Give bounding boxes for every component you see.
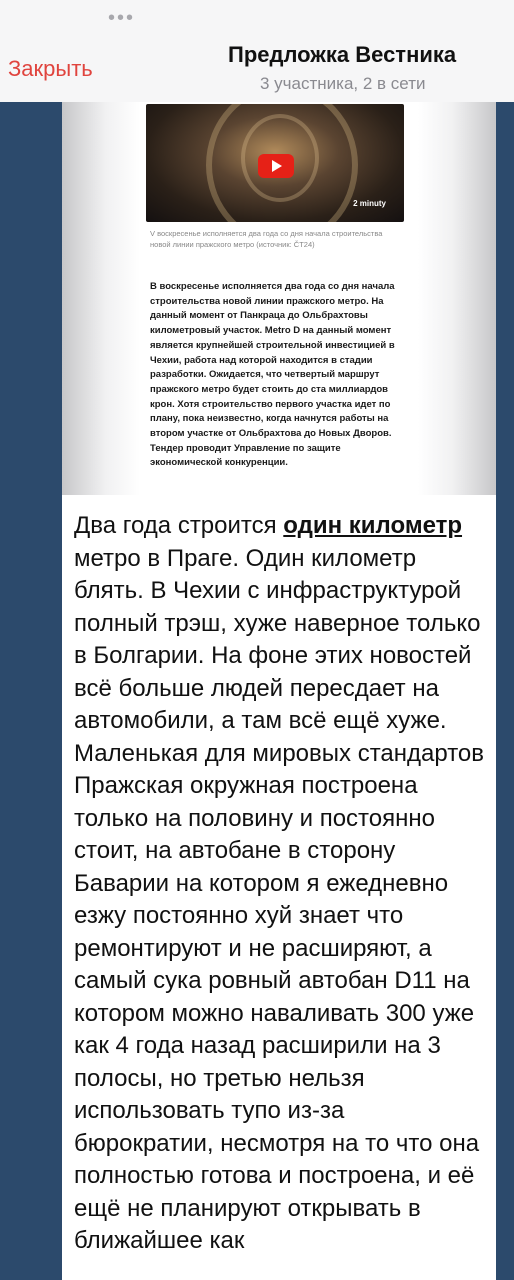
- message-bubble[interactable]: [62, 102, 496, 1280]
- chat-title: Предложка Вестника: [228, 42, 457, 67]
- chat-subtitle: 3 участника, 2 в сети: [260, 74, 426, 93]
- play-icon[interactable]: [258, 154, 294, 178]
- message-text-start: Два года строится: [74, 512, 284, 539]
- message-link[interactable]: один километр: [283, 512, 463, 539]
- chat-background-left: [0, 102, 62, 1280]
- article-caption: V воскресенье исполняется два года со дня начала строительства новой линии пражского метро (источник: ČT24): [150, 229, 383, 249]
- close-button[interactable]: Закрыть: [8, 56, 93, 81]
- message-text: [74, 510, 488, 1258]
- article-screenshot[interactable]: [62, 102, 496, 495]
- article-lead: В воскресенье исполняется два года со дня начала строительства новой линии пражского метро. На данный момент от Панкраца до Ольбрахтовы километровый участок. Metro D на данный момент является крупнейшей строительной инвестицией в Чехии, работа над которой находится в стадии разработки. Ожидается, что четвертый маршрут пражского метро будет стоить до ста миллиардов крон. Хотя строительство первого участка идет по плану, пока неизвестно, когда начнутся работы на втором участке от Ольбрахтова до Новых Дворов. Тендер проводит Управление по защите экономической конкуренции.: [150, 281, 395, 469]
- article-page: [142, 102, 410, 495]
- message-text-rest: метро в Праге. Один километр блять. В Чехии с инфраструктурой полный трэш, хуже наверное только в Болгарии. На фоне этих новостей всё больше людей пересдает на автомобили, а там всё ещё хуже. Маленькая для мировых стандартов Пражская окружная построена только на половину и постоянно стоит, на автобане в сторону Баварии на котором я ежедневно езжу постоянно хуй знает что ремонтируют и не расширяют, а самый сука ровный автобан D11 на котором можно наваливать 300 уже как 4 года назад расширили на 3 полосы, но третью нельзя использовать тупо из-за бюрократии, несмотря на то что она полностью готова и построена, и её ещё не планируют открывать в ближайшее как: [74, 544, 485, 1254]
- video-duration: 2 minuty: [353, 199, 386, 208]
- video-thumbnail[interactable]: [146, 104, 404, 222]
- sheet-grabber[interactable]: •••: [108, 7, 136, 29]
- chat-title-block[interactable]: [228, 42, 508, 94]
- chat-header: [0, 0, 514, 103]
- chat-background-right: [496, 102, 514, 1280]
